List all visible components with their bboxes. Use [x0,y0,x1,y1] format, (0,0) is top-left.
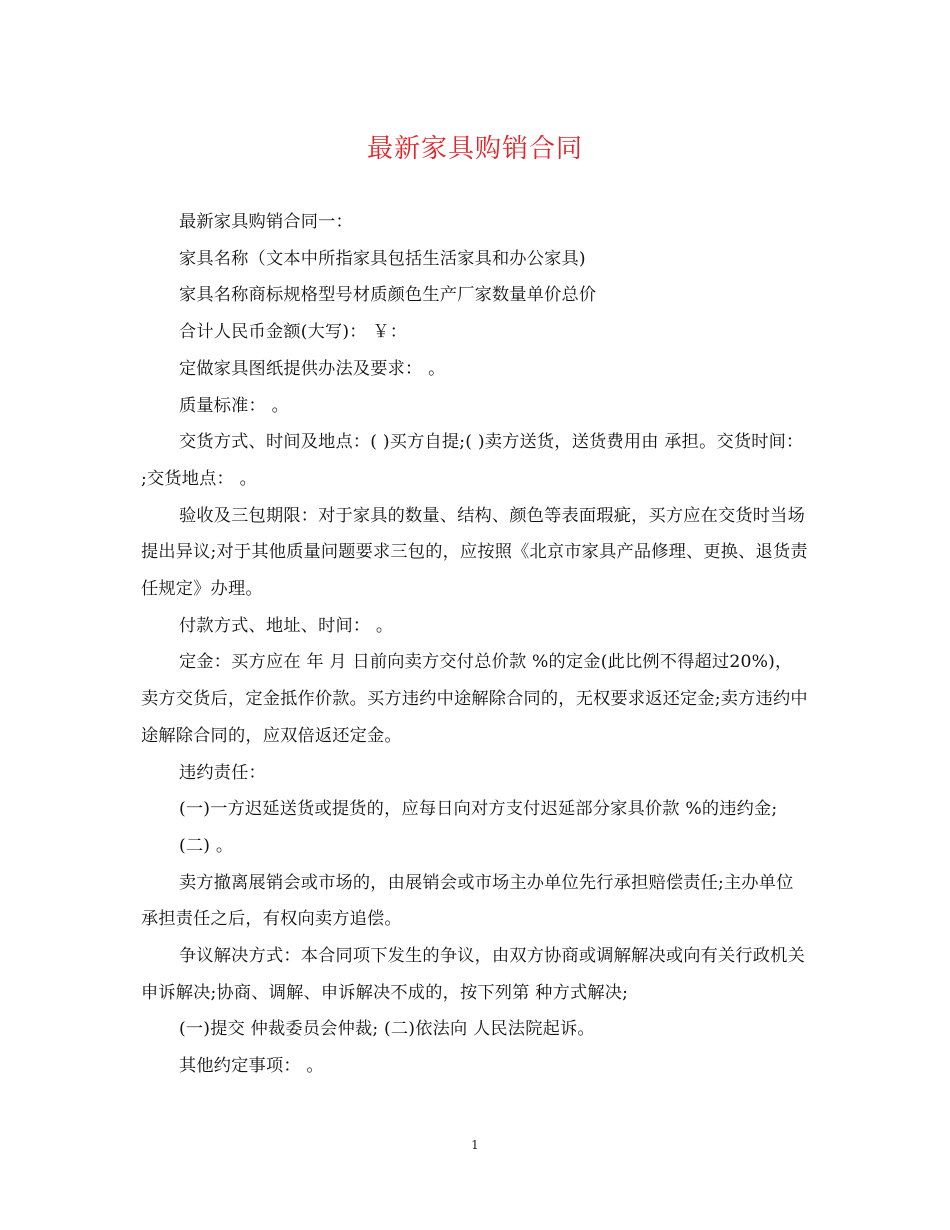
paragraph-furniture-name: 家具名称（文本中所指家具包括生活家具和办公家具) [179,248,586,269]
paragraph-deposit: 定金：买方应在 年 月 日前向卖方交付总价款 %的定金(此比例不得超过20%)，卖方交货后，定金抵作价款。买方违约中途解除合同的，无权要求返还定金;卖方违约中途解除合同的，应双倍返还定金。 [141,652,808,746]
paragraph-contract-heading: 最新家具购销合同一： [179,212,353,232]
paragraph-acceptance-warranty: 验收及三包期限：对于家具的数量、结构、颜色等表面瑕疵，买方应在交货时当场提出异议;对于其他质量问题要求三包的，应按照《北京市家具产品修理、更换、退货责任规定》办理。 [141,505,808,600]
paragraph-drawing-requirements: 定做家具图纸提供办法及要求： 。 [179,358,446,379]
paragraph-payment-terms: 付款方式、地址、时间： 。 [179,615,394,636]
paragraph-liability-item-2: (二) 。 [179,835,234,856]
paragraph-other-terms: 其他约定事项： 。 [179,1056,324,1077]
page-number: 1 [471,1138,479,1152]
paragraph-delivery-terms: 交货方式、时间及地点：( )买方自提;( )卖方送货，送货费用由 承担。交货时间： ;交货地点： 。 [141,432,804,489]
paragraph-seller-withdrawal: 卖方撤离展销会或市场的，由展销会或市场主办单位先行承担赔偿责任;主办单位承担责任之后，有权向卖方追偿。 [141,872,794,930]
paragraph-liability-item-1: (一)一方迟延送货或提货的，应每日向对方支付迟延部分家具价款 %的违约金; [179,799,778,820]
paragraph-dispute-resolution: 争议解决方式：本合同项下发生的争议，由双方协商或调解解决或向有关行政机关申诉解决;协商、调解、申诉解决不成的，按下列第 种方式解决; [141,946,805,1003]
document-body [141,204,809,1085]
paragraph-liability-heading: 违约责任： [179,762,266,783]
paragraph-arbitration-options: (一)提交 仲裁委员会仲裁; (二)依法向 人民法院起诉。 [179,1019,595,1040]
paragraph-quality-standard: 质量标准： 。 [179,395,289,416]
paragraph-item-columns: 家具名称商标规格型号材质颜色生产厂家数量单价总价 [179,285,597,306]
paragraph-total-amount: 合计人民币金额(大写)： ￥： [179,322,408,343]
document-title: 最新家具购销合同 [366,134,583,164]
